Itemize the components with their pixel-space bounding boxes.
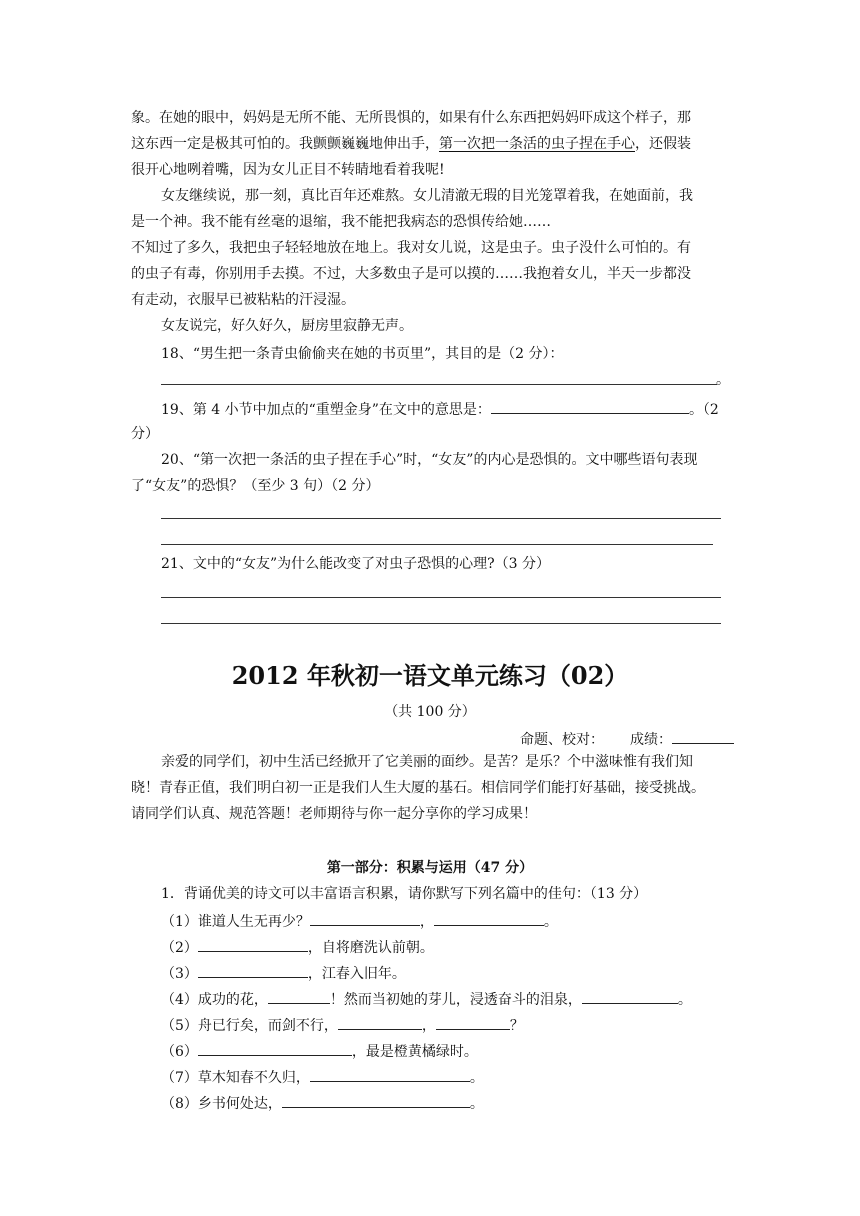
story-line: 女友说完，好久好久，厨房里寂静无声。 (161, 318, 413, 334)
intro-line: 亲爱的同学们，初中生活已经掀开了它美丽的面纱。是苦？是乐？个中滋味惟有我们知 (161, 754, 693, 770)
poem-item-8 (161, 1092, 484, 1114)
story-line: 有走动，衣服早已被粘粘的汗浸湿。 (131, 292, 355, 308)
answer-blank[interactable] (338, 1014, 422, 1030)
question-1: 1．背诵优美的诗文可以丰富语言积累，请你默写下列名篇中的佳句：（13 分） (161, 886, 648, 902)
story-line: 象。在她的眼中，妈妈是无所不能、无所畏惧的，如果有什么东西把妈妈吓成这个样子，那 (131, 110, 691, 126)
score-label: 成绩： (630, 732, 672, 748)
q19-text: 19、第 4 小节中加点的“重塑金身”在文中的意思是： (161, 402, 491, 418)
item-text: 。 (543, 914, 558, 930)
answer-blank[interactable] (198, 1040, 352, 1056)
story-line: 的虫子有毒，你别用手去摸。不过，大多数虫子是可以摸的……我抱着女儿，半天一步都没 (131, 266, 691, 282)
answer-blank[interactable] (436, 1014, 510, 1030)
story-text: ，还假装 (635, 136, 691, 152)
item-text: ， (421, 1018, 436, 1034)
story-line: 是一个神。我不能有丝毫的退缩，我不能把我病态的恐惧传给她…… (131, 214, 551, 230)
answer-blank[interactable] (198, 936, 308, 952)
item-text: ，最是橙黄橘绿时。 (351, 1044, 478, 1060)
answer-line-20[interactable] (161, 544, 713, 545)
answer-blank[interactable] (310, 1066, 470, 1082)
item-text: 。 (677, 992, 692, 1008)
q19-score: 。（2 (688, 402, 719, 418)
item-text: ！然而当初她的芽儿，浸透奋斗的泪泉， (329, 992, 582, 1008)
proposer-label: 命题、校对： (520, 732, 604, 748)
answer-blank[interactable] (310, 910, 420, 926)
item-text: ，江春入旧年。 (307, 966, 406, 982)
intro-line: 晓！青春正值，我们明白初一正是我们人生大厦的基石。相信同学们能打好基础，接受挑战。 (131, 780, 705, 796)
story-line: 不知过了多久，我把虫子轻轻地放在地上。我对女儿说，这是虫子。虫子没什么可怕的。有 (131, 240, 691, 256)
item-text: （3） (161, 966, 198, 982)
question-18: 18、“男生把一条青虫偷偷夹在她的书页里”，其目的是（2 分）： (161, 346, 564, 362)
total-score: （共 100 分） (384, 704, 476, 720)
item-text: （2） (161, 940, 198, 956)
item-text: ，自将磨洗认前朝。 (307, 940, 434, 956)
question-20-cont: 了“女友”的恐惧？（至少 3 句）（2 分） (131, 478, 380, 494)
poem-item-2 (161, 936, 434, 958)
page-title: 2012 年秋初一语文单元练习（02） (231, 661, 629, 690)
question-20: 20、“第一次把一条活的虫子捏在手心”时，“女友”的内心是恐惧的。文中哪些语句表现 (161, 452, 698, 468)
item-text: （4）成功的花， (161, 992, 268, 1008)
answer-blank-19[interactable] (491, 398, 689, 414)
answer-blank[interactable] (198, 962, 308, 978)
score-blank[interactable] (672, 728, 734, 744)
item-text: （7）草木知春不久归， (161, 1070, 310, 1086)
item-text: （1）谁道人生无再少？ (161, 914, 310, 930)
item-text: （6） (161, 1044, 198, 1060)
underlined-phrase: 第一次把一条活的虫子捏在手心 (439, 136, 635, 152)
answer-blank[interactable] (282, 1092, 470, 1108)
poem-item-3 (161, 962, 406, 984)
answer-blank[interactable] (582, 988, 678, 1004)
q18-end-mark: 。 (716, 372, 730, 388)
poem-item-6 (161, 1040, 478, 1062)
item-text: ？ (509, 1018, 524, 1034)
question-21: 21、文中的“女友”为什么能改变了对虫子恐惧的心理?（3 分） (161, 556, 550, 572)
intro-line: 请同学们认真、规范答题！老师期待与你一起分享你的学习成果！ (131, 806, 537, 822)
poem-item-1 (161, 910, 558, 932)
answer-line-18[interactable] (161, 384, 717, 385)
item-text: （5）舟已行矣，而剑不行， (161, 1018, 338, 1034)
item-text: 。 (469, 1070, 484, 1086)
section-heading: 第一部分：积累与运用（47 分） (326, 860, 534, 876)
story-line (131, 134, 691, 154)
story-line: 女友继续说，那一刻，真比百年还难熬。女儿清澈无瑕的目光笼罩着我，在她面前，我 (161, 188, 693, 204)
story-line: 很开心地咧着嘴，因为女儿正目不转睛地看着我呢! (131, 162, 445, 178)
poem-item-7 (161, 1066, 484, 1088)
meta-line (520, 728, 734, 750)
item-text: 。 (469, 1096, 484, 1112)
q19-score-cont: 分） (131, 426, 159, 442)
answer-line-21[interactable] (161, 597, 721, 598)
item-text: ， (419, 914, 434, 930)
poem-item-4 (161, 988, 692, 1010)
answer-line-20[interactable] (161, 518, 721, 519)
answer-line-21[interactable] (161, 623, 721, 624)
poem-item-5 (161, 1014, 524, 1036)
question-19 (161, 398, 719, 420)
story-text: 这东西一定是极其可怕的。我颤颤巍巍地伸出手， (131, 136, 439, 152)
item-text: （8）乡书何处达， (161, 1096, 282, 1112)
answer-blank[interactable] (268, 988, 330, 1004)
answer-blank[interactable] (434, 910, 544, 926)
